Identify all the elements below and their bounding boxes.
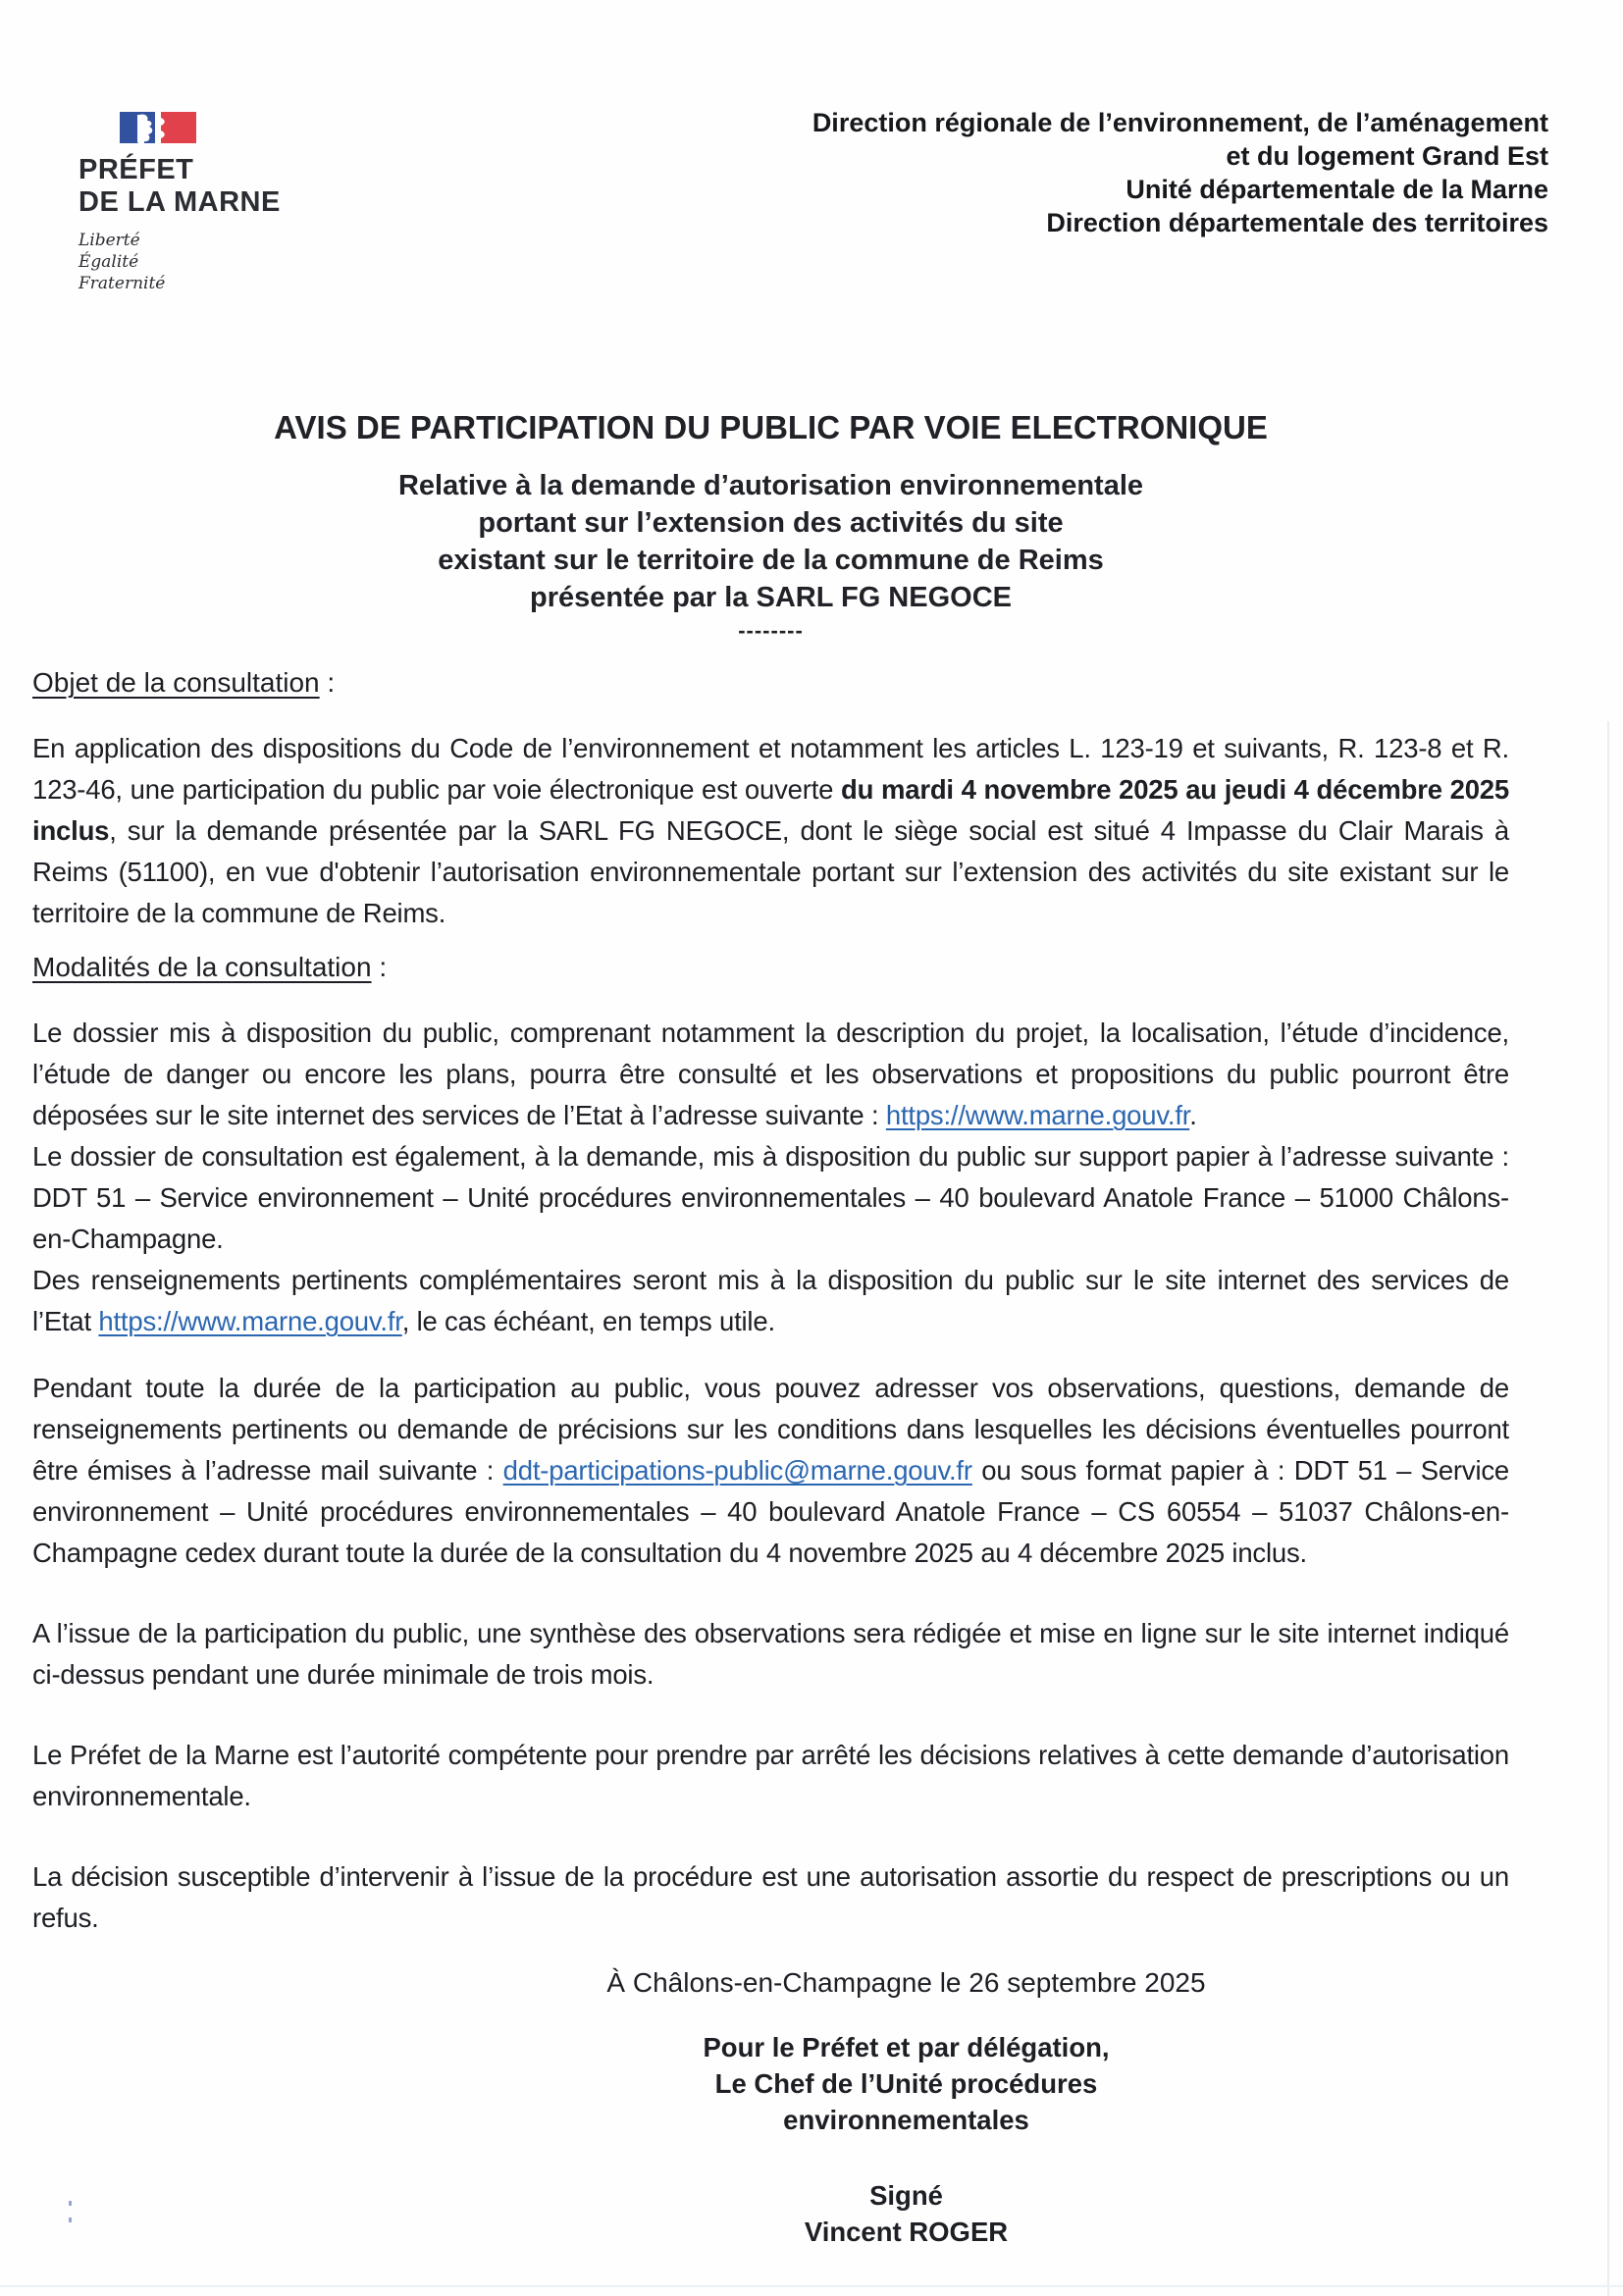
participation-email-link[interactable]: ddt-participations-public@marne.gouv.fr xyxy=(502,1455,972,1486)
prefecture-name-line1: PRÉFET xyxy=(79,154,194,185)
prefecture-name-line2: DE LA MARNE xyxy=(79,186,281,218)
delegation-block xyxy=(303,2029,1509,2138)
closing-block xyxy=(303,1962,1509,2250)
motto-egalite: Égalité xyxy=(79,252,139,272)
administration-line: Direction régionale de l’environnement, de l’aménagement xyxy=(812,108,1548,137)
paragraph-objet xyxy=(32,728,1509,934)
scan-bottom-line xyxy=(0,2285,1623,2287)
signature-block xyxy=(303,2177,1509,2250)
delegation-line2: Le Chef de l’Unité procédures xyxy=(714,2068,1098,2099)
paragraph-dossier-run1: Le dossier mis à disposition du public, comprenant notamment la description du projet, la localisation, l’étude d’incidence, l’étude de danger ou encore les plans, pourra être consulté et les observations et propositions du public pourront être déposées sur le site internet des services de l’Etat à l’adresse suivante : xyxy=(32,1018,1509,1130)
consultation-dates-bold: du mardi 4 novembre 2025 au jeudi 4 décembre 2025 inclus xyxy=(32,774,1509,846)
delegation-line3: environnementales xyxy=(783,2105,1029,2135)
paragraph-dossier-consultation xyxy=(32,1018,1509,1130)
marne-gouv-link[interactable]: https://www.marne.gouv.fr xyxy=(885,1100,1190,1130)
notice-subtitle-line1: Relative à la demande d’autorisation environnementale xyxy=(397,470,1144,501)
paragraph-objet-run2: , sur la demande présentée par la SARL FG NEGOCE, dont le siège social est situé 4 Impasse du Clair Marais à Reims (51100), en vue d'obtenir l’autorisation environnementale portant sur l’extension des activités du site existant sur le territoire de la commune de Reims. xyxy=(32,815,1509,928)
section-heading-objet xyxy=(32,663,1509,703)
paragraph-decision: La décision susceptible d’intervenir à l’issue de la procédure est une autorisation assortie du respect de prescriptions ou un refus. xyxy=(32,1861,1509,1933)
motto-fraternite: Fraternité xyxy=(79,274,166,293)
paragraph-renseignements-run2: , le cas échéant, en temps utile. xyxy=(401,1306,775,1336)
paragraph-autorite: Le Préfet de la Marne est l’autorité compétente pour prendre par arrêté les décisions relatives à cette demande d’autorisation environnementale. xyxy=(32,1740,1509,1811)
notice-subtitle xyxy=(32,467,1509,616)
dashed-separator: -------- xyxy=(738,618,804,643)
motto-liberte: Liberté xyxy=(79,231,140,250)
section-heading-modalites xyxy=(32,948,1509,987)
paragraph-observations xyxy=(32,1368,1509,1574)
document-body xyxy=(32,0,1509,2250)
paragraph-dossier xyxy=(32,1013,1509,1342)
signatory-name: Vincent ROGER xyxy=(804,2217,1009,2247)
notice-subtitle-line3: existant sur le territoire de la commune de Reims xyxy=(438,545,1104,576)
paragraph-dossier-papier: Le dossier de consultation est également, à la demande, mis à disposition du public sur support papier à l’adresse suivante : DDT 51 – Service environnement – Unité procédures environnementales – 40 boulevard Anatole France – 51000 Châlons-en-Champagne. xyxy=(32,1141,1509,1254)
section-heading-modalites-text: Modalités de la consultation xyxy=(32,952,372,982)
paragraph-objet-run1: En application des dispositions du Code de l’environnement et notamment les articles L. 123-19 et suivants, R. 123-8 et R. 123-46, une participation du public par voie électronique est ouverte xyxy=(32,733,1509,805)
section-heading-objet-text: Objet de la consultation xyxy=(32,667,320,698)
notice-subtitle-line4: présentée par la SARL FG NEGOCE xyxy=(530,582,1012,613)
administration-line: et du logement Grand Est xyxy=(1226,141,1548,171)
signed-label: Signé xyxy=(869,2180,943,2211)
scan-edge-line xyxy=(1607,721,1609,2296)
paragraph-observations-run1: Pendant toute la durée de la participation au public, vous pouvez adresser vos observations, questions, demande de renseignements pertinents ou demande de précisions sur les conditions dans lesquelles les décisions éventuelles pourront être émises à l’adresse mail suivante : xyxy=(32,1373,1509,1486)
notice-subtitle-line2: portant sur l’extension des activités du site xyxy=(478,507,1064,539)
administration-line: Unité départementale de la Marne xyxy=(1126,175,1548,204)
notice-title: AVIS DE PARTICIPATION DU PUBLIC PAR VOIE ELECTRONIQUE xyxy=(274,409,1268,445)
paragraph-synthese: A l’issue de la participation du public, une synthèse des observations sera rédigée et mise en ligne sur le site internet indiqué ci-dessus pendant une durée minimale de trois mois. xyxy=(32,1618,1509,1690)
scan-speck xyxy=(69,2218,72,2222)
section-heading-objet-colon: : xyxy=(319,667,336,698)
scan-speck xyxy=(69,2201,72,2206)
paragraph-observations-run2: ou sous format papier à : DDT 51 – Service environnement – Unité procédures environnementales – 40 boulevard Anatole France – CS 60554 – 51037 Châlons-en-Champagne cedex durant toute la durée de la consultation du 4 novembre 2025 au 4 décembre 2025 inclus. xyxy=(32,1455,1509,1568)
marne-gouv-link-2[interactable]: https://www.marne.gouv.fr xyxy=(98,1306,402,1336)
paragraph-renseignements xyxy=(32,1260,1509,1342)
delegation-line1: Pour le Préfet et par délégation, xyxy=(703,2032,1110,2062)
paragraph-renseignements-run1: Des renseignements pertinents complémentaires seront mis à la disposition du public sur le site internet des services de l’Etat xyxy=(32,1265,1509,1336)
section-heading-modalites-colon: : xyxy=(371,952,388,982)
administration-line: Direction départementale des territoires xyxy=(1046,208,1548,237)
place-and-date: À Châlons-en-Champagne le 26 septembre 2025 xyxy=(606,1967,1206,1998)
paragraph-dossier-run2: . xyxy=(1189,1100,1197,1130)
